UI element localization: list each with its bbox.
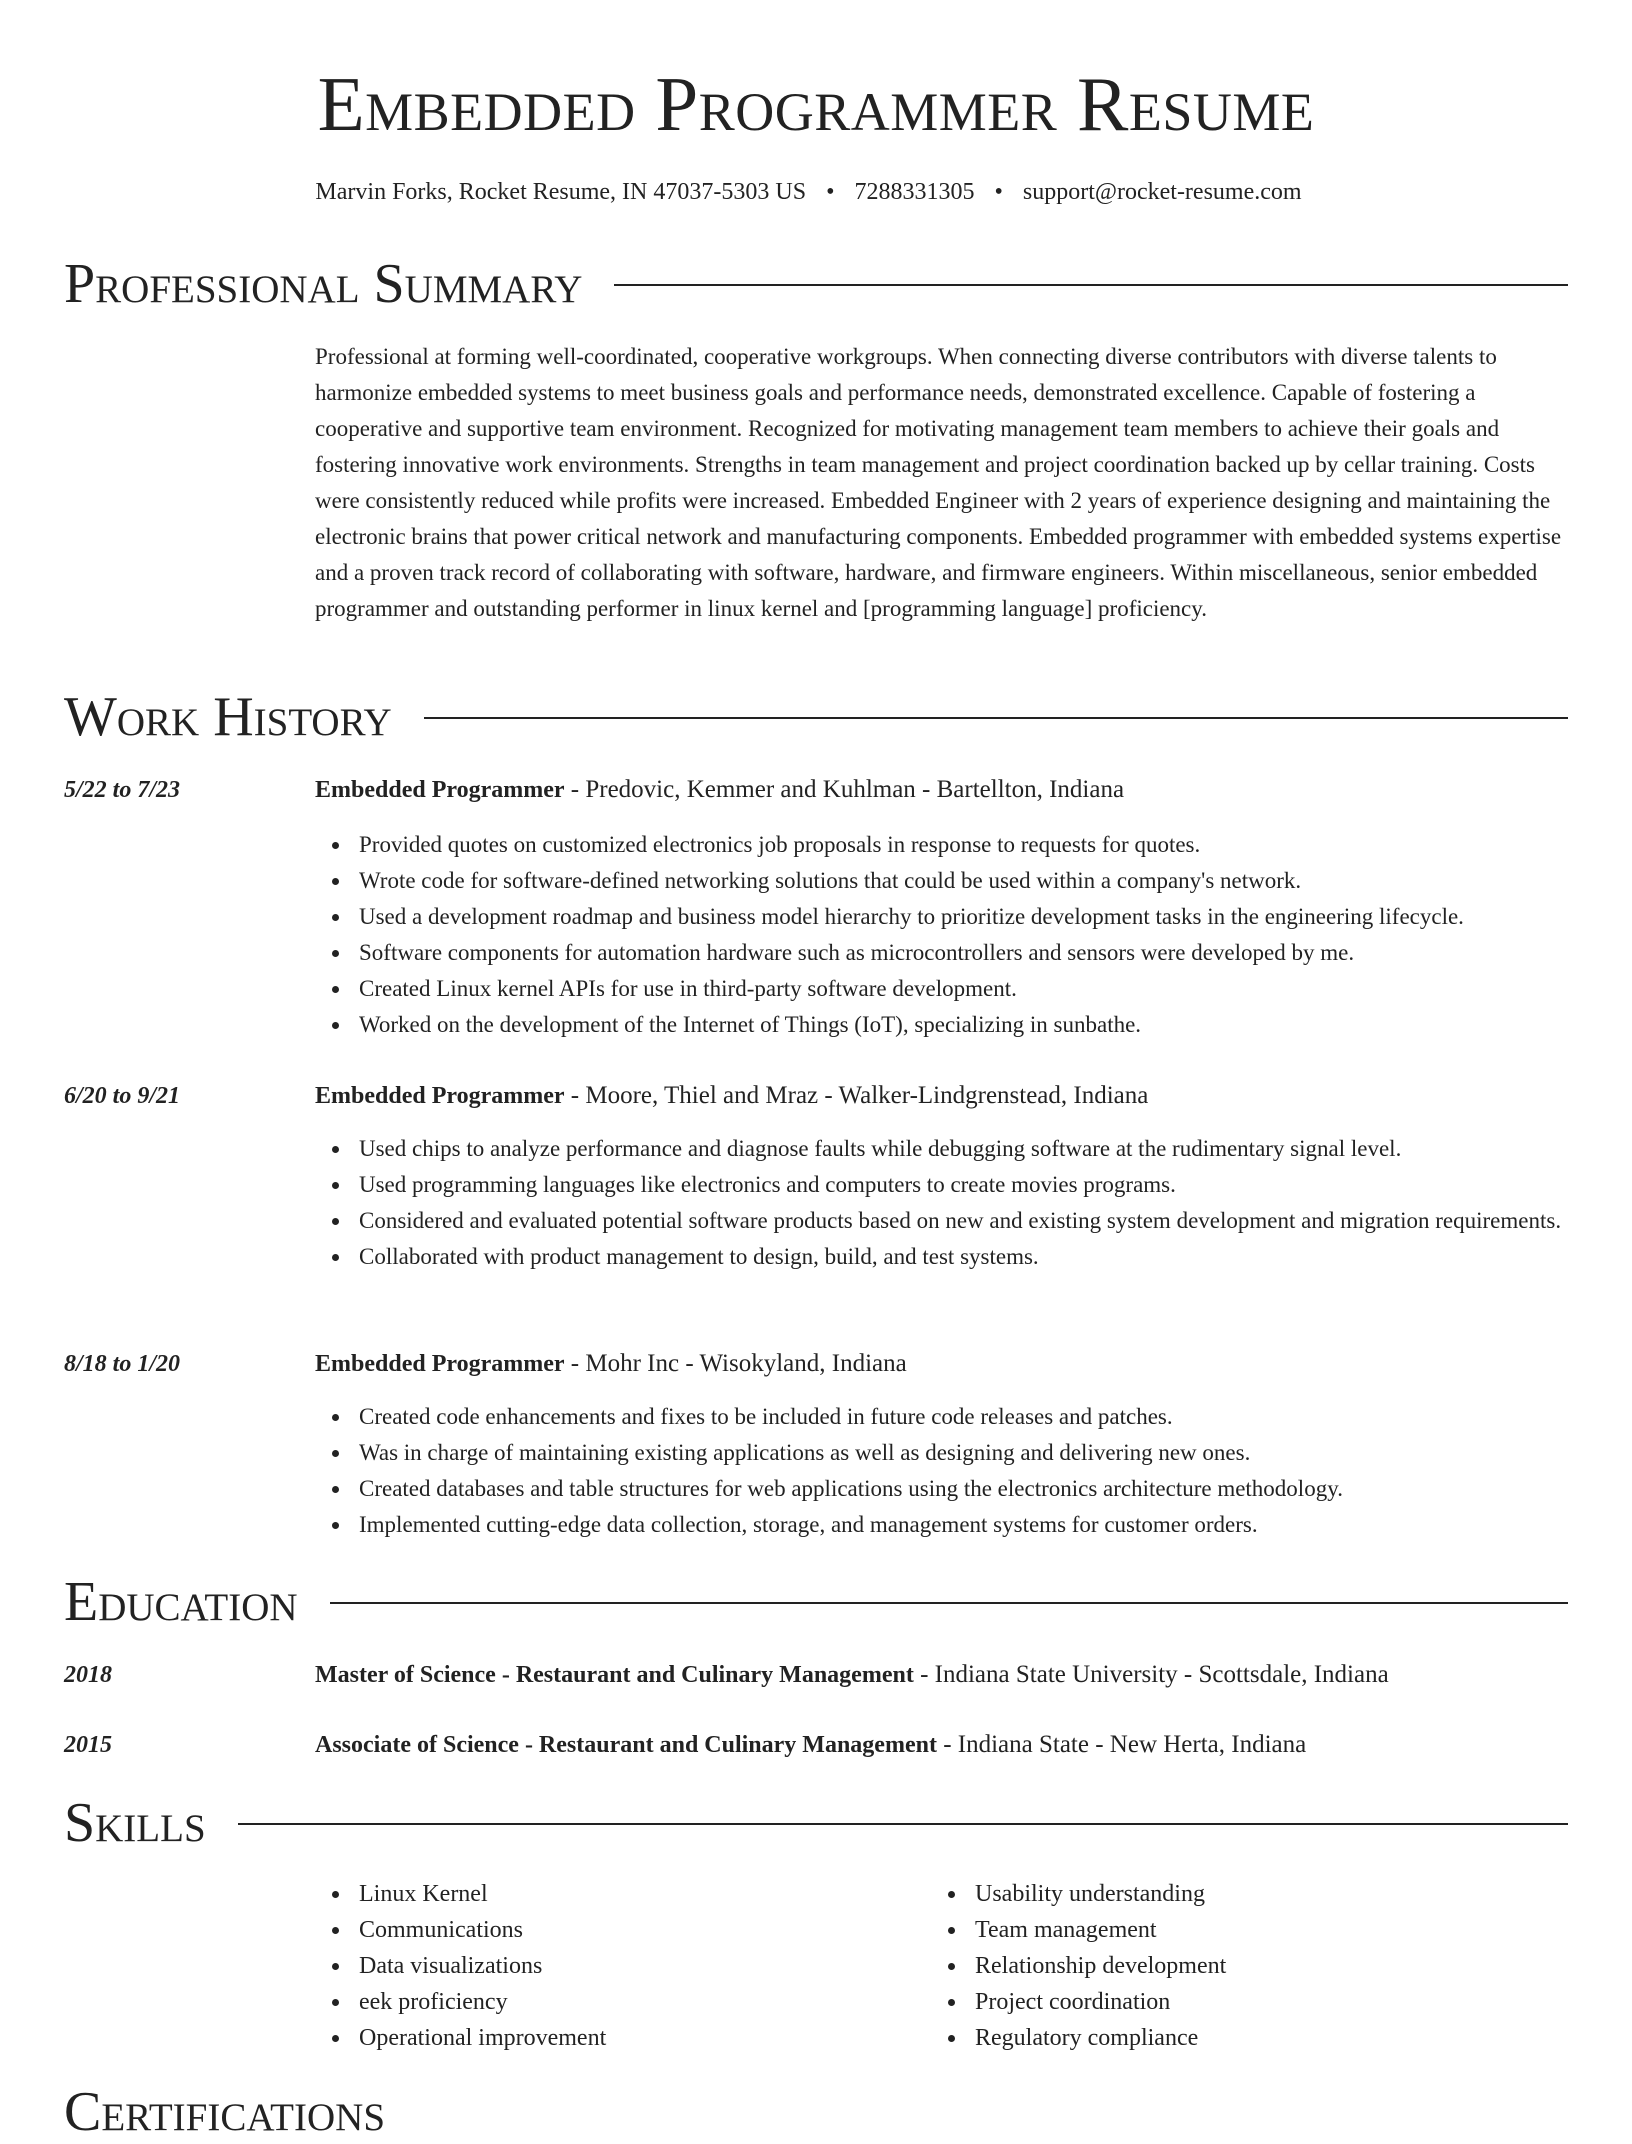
skill-item: Relationship development bbox=[975, 1948, 1535, 1984]
skill-item: Project coordination bbox=[975, 1984, 1535, 2020]
education-year: 2018 bbox=[64, 1662, 112, 1688]
work-history-section-header bbox=[64, 685, 1568, 749]
certifications-heading: Certifications bbox=[64, 2081, 386, 2143]
list-item: Created databases and table structures for web applications using the electronics architecture methodology. bbox=[359, 1471, 1568, 1507]
section-divider bbox=[614, 284, 1568, 286]
contact-separator: • bbox=[994, 179, 1003, 205]
section-divider bbox=[238, 1823, 1568, 1825]
section-divider bbox=[330, 1602, 1568, 1604]
job-title-line bbox=[315, 1348, 1568, 1380]
skill-item: Team management bbox=[975, 1912, 1535, 1948]
work-history-heading: Work History bbox=[64, 686, 392, 748]
skill-item: Operational improvement bbox=[359, 2020, 919, 2056]
list-item: Used a development roadmap and business model hierarchy to prioritize development tasks in the engineering lifecycle. bbox=[359, 899, 1568, 935]
certifications-section-header bbox=[64, 2080, 1568, 2144]
skill-item: Communications bbox=[359, 1912, 919, 1948]
education-school: - Indiana State University - Scottsdale, Indiana bbox=[913, 1661, 1389, 1688]
job-title-line bbox=[315, 774, 1568, 806]
summary-heading: Professional Summary bbox=[64, 253, 583, 315]
skills-heading: Skills bbox=[64, 1792, 206, 1854]
job-dates: 8/18 to 1/20 bbox=[64, 1351, 181, 1377]
list-item: Used chips to analyze performance and diagnose faults while debugging software at the rudimentary signal level. bbox=[359, 1131, 1568, 1167]
summary-text: Professional at forming well-coordinated, cooperative workgroups. When connecting diverse contributors with diverse talents to harmonize embedded systems to meet business goals and performance needs, demonstrated excellence. Capable of fostering a cooperative and supportive team environment. Recognized for motivating management team members to achieve their goals and fostering innovative work environments. Strengths in team management and project coordination backed up by cellar training. Costs were consistently reduced while profits were increased. Embedded Engineer with 2 years of experience designing and maintaining the electronic brains that power critical network and manufacturing components. Embedded programmer with embedded systems expertise and a proven track record of collaborating with software, hardware, and firmware engineers. Within miscellaneous, senior embedded programmer and outstanding performer in linux kernel and [programming language] proficiency. bbox=[315, 344, 1562, 621]
job-role: Embedded Programmer bbox=[315, 1351, 565, 1377]
skill-item: Data visualizations bbox=[359, 1948, 919, 1984]
education-heading: Education bbox=[64, 1571, 298, 1633]
job-employer: - Predovic, Kemmer and Kuhlman - Bartellton, Indiana bbox=[564, 776, 1125, 803]
education-entry bbox=[315, 1659, 1568, 1691]
contact-phone: 7288331305 bbox=[854, 179, 975, 205]
education-degree: Master of Science - Restaurant and Culinary Management bbox=[315, 1662, 914, 1688]
job-title-line bbox=[315, 1080, 1568, 1112]
job-role: Embedded Programmer bbox=[315, 1083, 565, 1109]
education-year: 2015 bbox=[64, 1732, 112, 1758]
job-bullet-list bbox=[315, 1399, 1568, 1543]
list-item: Provided quotes on customized electronics job proposals in response to requests for quotes. bbox=[359, 827, 1568, 863]
section-divider bbox=[424, 717, 1568, 719]
list-item: Collaborated with product management to design, build, and test systems. bbox=[359, 1239, 1568, 1275]
skill-item: eek proficiency bbox=[359, 1984, 919, 2020]
contact-separator: • bbox=[826, 179, 835, 205]
list-item: Created Linux kernel APIs for use in third-party software development. bbox=[359, 971, 1568, 1007]
education-degree: Associate of Science - Restaurant and Culinary Management bbox=[315, 1732, 937, 1758]
skill-item: Usability understanding bbox=[975, 1876, 1535, 1912]
job-role: Embedded Programmer bbox=[315, 777, 565, 803]
contact-address: Marvin Forks, Rocket Resume, IN 47037-5303 US bbox=[315, 179, 807, 205]
list-item: Implemented cutting-edge data collection, storage, and management systems for customer orders. bbox=[359, 1507, 1568, 1543]
contact-line bbox=[0, 176, 1617, 208]
list-item: Worked on the development of the Internet of Things (IoT), specializing in sunbathe. bbox=[359, 1007, 1568, 1043]
list-item: Considered and evaluated potential software products based on new and existing system development and migration requirements. bbox=[359, 1203, 1568, 1239]
skills-list-right bbox=[931, 1876, 1535, 2056]
list-item: Was in charge of maintaining existing applications as well as designing and delivering new ones. bbox=[359, 1435, 1568, 1471]
job-bullet-list bbox=[315, 827, 1568, 1043]
skills-section-header bbox=[64, 1791, 1568, 1855]
education-entry bbox=[315, 1729, 1568, 1761]
job-employer: - Moore, Thiel and Mraz - Walker-Lindgrenstead, Indiana bbox=[564, 1082, 1149, 1109]
skills-list-left bbox=[315, 1876, 919, 2056]
summary-section-header bbox=[64, 252, 1568, 316]
contact-email: support@rocket-resume.com bbox=[1022, 179, 1302, 205]
list-item: Created code enhancements and fixes to be included in future code releases and patches. bbox=[359, 1399, 1568, 1435]
list-item: Software components for automation hardware such as microcontrollers and sensors were developed by me. bbox=[359, 935, 1568, 971]
skill-item: Regulatory compliance bbox=[975, 2020, 1535, 2056]
education-section-header bbox=[64, 1570, 1568, 1634]
job-employer: - Mohr Inc - Wisokyland, Indiana bbox=[564, 1350, 907, 1377]
list-item: Used programming languages like electronics and computers to create movies programs. bbox=[359, 1167, 1568, 1203]
job-bullet-list bbox=[315, 1131, 1568, 1275]
job-dates: 5/22 to 7/23 bbox=[64, 777, 181, 803]
job-dates: 6/20 to 9/21 bbox=[64, 1083, 181, 1109]
education-school: - Indiana State - New Herta, Indiana bbox=[936, 1731, 1307, 1758]
resume-title: Embedded Programmer Resume bbox=[317, 61, 1315, 147]
list-item: Wrote code for software-defined networking solutions that could be used within a company's network. bbox=[359, 863, 1568, 899]
skill-item: Linux Kernel bbox=[359, 1876, 919, 1912]
